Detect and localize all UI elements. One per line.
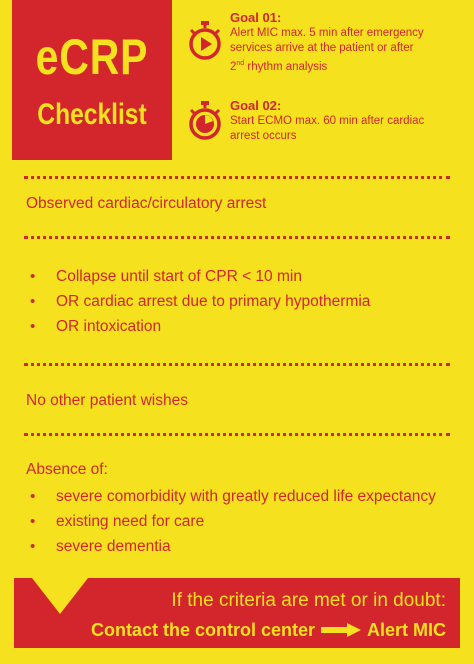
observed-arrest-text: Observed cardiac/circulatory arrest [26, 195, 267, 212]
divider [24, 236, 450, 239]
list-item [26, 509, 436, 534]
divider [24, 363, 450, 366]
bullet-icon: • [30, 318, 36, 335]
list-item-text: OR cardiac arrest due to primary hypothermia [56, 293, 371, 310]
goal-01-label: Goal 01: [230, 10, 282, 25]
footer-callout [14, 578, 460, 648]
title-block [12, 0, 172, 160]
list-item-text: OR intoxication [56, 318, 162, 335]
goal-01-line1: Alert MIC max. 5 min after emergency [230, 27, 424, 39]
bullet-icon: • [30, 293, 36, 310]
list-item-text: Collapse until start of CPR < 10 min [56, 268, 302, 285]
goal-02 [186, 98, 466, 158]
list-item-text: severe dementia [56, 538, 171, 555]
goal-02-line2: arrest occurs [230, 130, 297, 142]
chevron-down-icon [32, 578, 88, 616]
contact-control-center-text: Contact the control center [90, 620, 315, 640]
arrow-right-icon [321, 623, 361, 637]
goal-01-line3 [230, 56, 470, 75]
goal-01-ordinal: 2 [230, 60, 237, 73]
criteria-list-2 [26, 484, 436, 559]
divider [24, 433, 450, 436]
goal-01 [186, 10, 466, 86]
goal-01-line3-rest: rhythm analysis [244, 60, 328, 73]
goal-01-ordinal-suffix: nd [236, 60, 245, 67]
list-item [26, 534, 436, 559]
list-item [26, 484, 436, 509]
title-subtitle: Checklist [37, 98, 147, 131]
criteria-list-1 [26, 264, 370, 339]
absence-heading: Absence of: [26, 461, 108, 478]
stopwatch-play-icon [186, 20, 224, 60]
list-item-text: severe comorbidity with greatly reduced life expectancy [56, 488, 436, 505]
goal-02-line1: Start ECMO max. 60 min after cardiac [230, 115, 425, 127]
list-item-text: existing need for care [56, 513, 205, 530]
bullet-icon: • [30, 538, 36, 555]
bullet-icon: • [30, 488, 36, 505]
no-wishes-text: No other patient wishes [26, 392, 188, 409]
footer-action [91, 619, 446, 641]
goal-02-label: Goal 02: [230, 98, 282, 113]
list-item [26, 289, 370, 314]
list-item [26, 314, 370, 339]
divider [24, 176, 450, 179]
title-main: eCRP [35, 29, 149, 85]
stopwatch-timer-icon [186, 100, 224, 140]
alert-mic-text: Alert MIC [366, 620, 446, 640]
bullet-icon: • [30, 513, 36, 530]
bullet-icon: • [30, 268, 36, 285]
footer-condition: If the criteria are met or in doubt: [171, 590, 446, 611]
list-item [26, 264, 370, 289]
goal-01-line2: services arrive at the patient or after [230, 42, 414, 54]
